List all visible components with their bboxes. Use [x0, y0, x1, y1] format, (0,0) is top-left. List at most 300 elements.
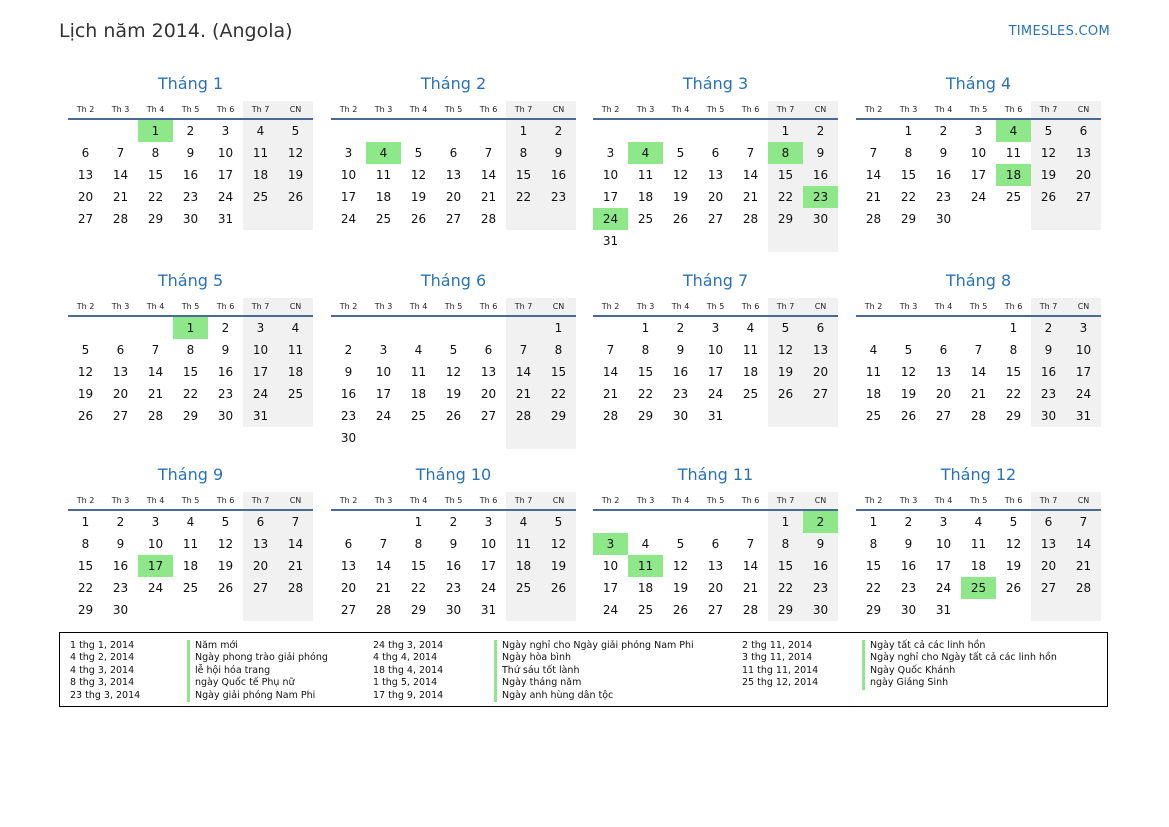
day-cell[interactable]: 18	[865, 387, 882, 401]
day-cell[interactable]: 23	[217, 387, 234, 401]
day-cell[interactable]: 14	[278, 533, 313, 555]
day-cell[interactable]: 16	[112, 559, 129, 573]
day-cell[interactable]: 2	[939, 124, 948, 138]
day-cell[interactable]: 9	[803, 533, 838, 555]
day-cell[interactable]: 29	[768, 599, 803, 621]
day-cell[interactable]: 29	[147, 212, 164, 226]
day-cell[interactable]: 15	[182, 365, 199, 379]
day-cell[interactable]: 10	[935, 537, 952, 551]
day-cell[interactable]: 21	[865, 190, 882, 204]
day-cell[interactable]: 10	[480, 537, 497, 551]
day-cell[interactable]: 10	[970, 146, 987, 160]
day-cell[interactable]: 24	[602, 603, 619, 617]
day-cell[interactable]: 22	[147, 190, 164, 204]
day-cell[interactable]: 28	[742, 603, 759, 617]
day-cell[interactable]: 3	[379, 343, 388, 357]
day-cell[interactable]: 26	[672, 212, 689, 226]
day-cell[interactable]: 21	[112, 190, 129, 204]
day-cell[interactable]: 29	[768, 208, 803, 230]
day-cell[interactable]: 19	[1005, 559, 1022, 573]
day-cell[interactable]: 7	[116, 146, 125, 160]
day-cell[interactable]: 15	[410, 559, 427, 573]
day-cell[interactable]: 15	[865, 559, 882, 573]
day-cell[interactable]: 20	[1066, 164, 1101, 186]
day-cell[interactable]: 4	[974, 515, 983, 529]
day-cell[interactable]: 25	[243, 186, 278, 208]
day-cell[interactable]: 30	[217, 409, 234, 423]
day-cell[interactable]: 10	[375, 365, 392, 379]
day-cell[interactable]: 6	[711, 146, 720, 160]
day-cell[interactable]: 22	[637, 387, 654, 401]
day-cell[interactable]: 11	[182, 537, 199, 551]
day-cell[interactable]: 10	[147, 537, 164, 551]
day-cell[interactable]: 23	[541, 186, 576, 208]
day-cell[interactable]: 31	[707, 409, 724, 423]
day-cell[interactable]: 4	[506, 511, 541, 533]
day-cell[interactable]: 19	[1031, 164, 1066, 186]
day-cell[interactable]: 14	[480, 168, 497, 182]
day-cell[interactable]: 20	[445, 190, 462, 204]
day-cell[interactable]: 24	[375, 409, 392, 423]
day-cell[interactable]: 18	[742, 365, 759, 379]
day-cell[interactable]: 9	[221, 343, 230, 357]
day-cell[interactable]: 21	[1066, 555, 1101, 577]
day-cell[interactable]: 8	[641, 343, 650, 357]
day-cell[interactable]: 1	[173, 317, 208, 339]
day-cell[interactable]: 14	[112, 168, 129, 182]
day-cell[interactable]: 8	[506, 142, 541, 164]
day-cell[interactable]: 11	[970, 537, 987, 551]
day-cell[interactable]: 7	[746, 146, 755, 160]
day-cell[interactable]: 4	[869, 343, 878, 357]
day-cell[interactable]: 11	[637, 168, 654, 182]
day-cell[interactable]: 24	[935, 581, 952, 595]
day-cell[interactable]: 19	[278, 164, 313, 186]
day-cell[interactable]: 15	[768, 164, 803, 186]
day-cell[interactable]: 5	[1031, 120, 1066, 142]
day-cell[interactable]: 19	[768, 361, 803, 383]
day-cell[interactable]: 3	[606, 146, 615, 160]
day-cell[interactable]: 19	[217, 559, 234, 573]
day-cell[interactable]: 1	[904, 124, 913, 138]
day-cell[interactable]: 31	[217, 212, 234, 226]
day-cell[interactable]: 6	[939, 343, 948, 357]
day-cell[interactable]: 28	[506, 405, 541, 427]
day-cell[interactable]: 21	[480, 190, 497, 204]
day-cell[interactable]: 28	[1066, 577, 1101, 599]
day-cell[interactable]: 5	[904, 343, 913, 357]
day-cell[interactable]: 30	[672, 409, 689, 423]
day-cell[interactable]: 7	[151, 343, 160, 357]
day-cell[interactable]: 16	[182, 168, 199, 182]
day-cell[interactable]: 28	[742, 212, 759, 226]
day-cell[interactable]: 27	[707, 603, 724, 617]
day-cell[interactable]: 25	[506, 577, 541, 599]
day-cell[interactable]: 13	[112, 365, 129, 379]
day-cell[interactable]: 29	[637, 409, 654, 423]
day-cell[interactable]: 3	[484, 515, 493, 529]
day-cell[interactable]: 1	[138, 120, 173, 142]
day-cell[interactable]: 13	[803, 339, 838, 361]
day-cell[interactable]: 15	[147, 168, 164, 182]
day-cell[interactable]: 9	[449, 537, 458, 551]
day-cell[interactable]: 22	[77, 581, 94, 595]
day-cell[interactable]: 7	[606, 343, 615, 357]
day-cell[interactable]: 23	[182, 190, 199, 204]
day-cell[interactable]: 18	[278, 361, 313, 383]
day-cell[interactable]: 17	[935, 559, 952, 573]
day-cell[interactable]: 26	[672, 603, 689, 617]
day-cell[interactable]: 27	[1066, 186, 1101, 208]
day-cell[interactable]: 1	[541, 317, 576, 339]
day-cell[interactable]: 3	[939, 515, 948, 529]
day-cell[interactable]: 2	[116, 515, 125, 529]
day-cell[interactable]: 24	[593, 208, 628, 230]
day-cell[interactable]: 23	[803, 186, 838, 208]
day-cell[interactable]: 3	[151, 515, 160, 529]
day-cell[interactable]: 25	[1005, 190, 1022, 204]
day-cell[interactable]: 5	[414, 146, 423, 160]
day-cell[interactable]: 13	[77, 168, 94, 182]
day-cell[interactable]: 17	[1066, 361, 1101, 383]
day-cell[interactable]: 12	[541, 533, 576, 555]
day-cell[interactable]: 2	[541, 120, 576, 142]
day-cell[interactable]: 1	[768, 511, 803, 533]
day-cell[interactable]: 8	[869, 537, 878, 551]
day-cell[interactable]: 10	[217, 146, 234, 160]
day-cell[interactable]: 1	[1009, 321, 1018, 335]
day-cell[interactable]: 15	[1005, 365, 1022, 379]
day-cell[interactable]: 8	[186, 343, 195, 357]
day-cell[interactable]: 5	[221, 515, 230, 529]
day-cell[interactable]: 5	[768, 317, 803, 339]
day-cell[interactable]: 23	[672, 387, 689, 401]
day-cell[interactable]: 12	[672, 168, 689, 182]
day-cell[interactable]: 30	[112, 603, 129, 617]
day-cell[interactable]: 18	[637, 190, 654, 204]
day-cell[interactable]: 18	[243, 164, 278, 186]
day-cell[interactable]: 8	[541, 339, 576, 361]
day-cell[interactable]: 25	[278, 383, 313, 405]
day-cell[interactable]: 9	[541, 142, 576, 164]
day-cell[interactable]: 24	[1066, 383, 1101, 405]
day-cell[interactable]: 19	[541, 555, 576, 577]
day-cell[interactable]: 5	[676, 537, 685, 551]
day-cell[interactable]: 15	[77, 559, 94, 573]
day-cell[interactable]: 6	[344, 537, 353, 551]
day-cell[interactable]: 27	[340, 603, 357, 617]
day-cell[interactable]: 11	[742, 343, 759, 357]
day-cell[interactable]: 27	[112, 409, 129, 423]
day-cell[interactable]: 14	[147, 365, 164, 379]
day-cell[interactable]: 28	[865, 212, 882, 226]
day-cell[interactable]: 14	[742, 559, 759, 573]
day-cell[interactable]: 25	[961, 577, 996, 599]
day-cell[interactable]: 30	[445, 603, 462, 617]
day-cell[interactable]: 23	[803, 577, 838, 599]
day-cell[interactable]: 6	[116, 343, 125, 357]
day-cell[interactable]: 14	[742, 168, 759, 182]
day-cell[interactable]: 19	[672, 190, 689, 204]
day-cell[interactable]: 23	[900, 581, 917, 595]
day-cell[interactable]: 21	[147, 387, 164, 401]
day-cell[interactable]: 7	[484, 146, 493, 160]
day-cell[interactable]: 26	[768, 383, 803, 405]
day-cell[interactable]: 16	[217, 365, 234, 379]
day-cell[interactable]: 1	[869, 515, 878, 529]
day-cell[interactable]: 5	[676, 146, 685, 160]
day-cell[interactable]: 2	[221, 321, 230, 335]
day-cell[interactable]: 3	[974, 124, 983, 138]
day-cell[interactable]: 15	[506, 164, 541, 186]
day-cell[interactable]: 6	[484, 343, 493, 357]
day-cell[interactable]: 9	[116, 537, 125, 551]
day-cell[interactable]: 3	[593, 533, 628, 555]
day-cell[interactable]: 14	[1066, 533, 1101, 555]
day-cell[interactable]: 14	[506, 361, 541, 383]
day-cell[interactable]: 18	[996, 164, 1031, 186]
day-cell[interactable]: 13	[480, 365, 497, 379]
day-cell[interactable]: 3	[243, 317, 278, 339]
day-cell[interactable]: 6	[81, 146, 90, 160]
day-cell[interactable]: 17	[707, 365, 724, 379]
day-cell[interactable]: 11	[506, 533, 541, 555]
day-cell[interactable]: 28	[480, 212, 497, 226]
day-cell[interactable]: 12	[77, 365, 94, 379]
day-cell[interactable]: 7	[746, 537, 755, 551]
day-cell[interactable]: 5	[1009, 515, 1018, 529]
day-cell[interactable]: 18	[637, 581, 654, 595]
day-cell[interactable]: 9	[676, 343, 685, 357]
day-cell[interactable]: 27	[707, 212, 724, 226]
day-cell[interactable]: 3	[711, 321, 720, 335]
day-cell[interactable]: 6	[449, 146, 458, 160]
day-cell[interactable]: 6	[1066, 120, 1101, 142]
day-cell[interactable]: 20	[707, 190, 724, 204]
day-cell[interactable]: 29	[900, 212, 917, 226]
day-cell[interactable]: 15	[637, 365, 654, 379]
day-cell[interactable]: 2	[449, 515, 458, 529]
day-cell[interactable]: 3	[1066, 317, 1101, 339]
day-cell[interactable]: 28	[375, 603, 392, 617]
day-cell[interactable]: 8	[768, 142, 803, 164]
day-cell[interactable]: 2	[803, 511, 838, 533]
day-cell[interactable]: 26	[410, 212, 427, 226]
day-cell[interactable]: 16	[1031, 361, 1066, 383]
day-cell[interactable]: 8	[414, 537, 423, 551]
day-cell[interactable]: 24	[243, 383, 278, 405]
day-cell[interactable]: 22	[506, 186, 541, 208]
day-cell[interactable]: 22	[410, 581, 427, 595]
day-cell[interactable]: 2	[676, 321, 685, 335]
day-cell[interactable]: 2	[344, 343, 353, 357]
day-cell[interactable]: 20	[112, 387, 129, 401]
day-cell[interactable]: 16	[803, 164, 838, 186]
day-cell[interactable]: 11	[243, 142, 278, 164]
day-cell[interactable]: 12	[1031, 142, 1066, 164]
day-cell[interactable]: 20	[1031, 555, 1066, 577]
day-cell[interactable]: 7	[1066, 511, 1101, 533]
day-cell[interactable]: 4	[996, 120, 1031, 142]
day-cell[interactable]: 27	[77, 212, 94, 226]
day-cell[interactable]: 25	[637, 212, 654, 226]
day-cell[interactable]: 3	[344, 146, 353, 160]
day-cell[interactable]: 29	[182, 409, 199, 423]
day-cell[interactable]: 17	[243, 361, 278, 383]
day-cell[interactable]: 30	[1031, 405, 1066, 427]
day-cell[interactable]: 22	[541, 383, 576, 405]
day-cell[interactable]: 7	[278, 511, 313, 533]
day-cell[interactable]: 20	[803, 361, 838, 383]
day-cell[interactable]: 2	[803, 120, 838, 142]
day-cell[interactable]: 20	[77, 190, 94, 204]
day-cell[interactable]: 22	[768, 577, 803, 599]
day-cell[interactable]: 17	[480, 559, 497, 573]
day-cell[interactable]: 30	[803, 208, 838, 230]
day-cell[interactable]: 24	[217, 190, 234, 204]
day-cell[interactable]: 20	[480, 387, 497, 401]
day-cell[interactable]: 20	[340, 581, 357, 595]
day-cell[interactable]: 13	[445, 168, 462, 182]
day-cell[interactable]: 21	[602, 387, 619, 401]
day-cell[interactable]: 21	[375, 581, 392, 595]
day-cell[interactable]: 24	[970, 190, 987, 204]
day-cell[interactable]: 30	[935, 212, 952, 226]
day-cell[interactable]: 18	[970, 559, 987, 573]
day-cell[interactable]: 29	[865, 603, 882, 617]
day-cell[interactable]: 18	[182, 559, 199, 573]
day-cell[interactable]: 26	[77, 409, 94, 423]
day-cell[interactable]: 5	[541, 511, 576, 533]
day-cell[interactable]: 4	[278, 317, 313, 339]
day-cell[interactable]: 23	[1031, 383, 1066, 405]
day-cell[interactable]: 14	[970, 365, 987, 379]
day-cell[interactable]: 3	[221, 124, 230, 138]
day-cell[interactable]: 25	[742, 387, 759, 401]
day-cell[interactable]: 14	[375, 559, 392, 573]
day-cell[interactable]: 10	[602, 559, 619, 573]
day-cell[interactable]: 30	[340, 431, 357, 445]
day-cell[interactable]: 16	[803, 555, 838, 577]
day-cell[interactable]: 26	[1005, 581, 1022, 595]
day-cell[interactable]: 12	[217, 537, 234, 551]
day-cell[interactable]: 9	[803, 142, 838, 164]
day-cell[interactable]: 1	[81, 515, 90, 529]
day-cell[interactable]: 20	[707, 581, 724, 595]
day-cell[interactable]: 12	[768, 339, 803, 361]
day-cell[interactable]: 11	[865, 365, 882, 379]
day-cell[interactable]: 29	[1005, 409, 1022, 423]
day-cell[interactable]: 22	[768, 186, 803, 208]
day-cell[interactable]: 27	[480, 409, 497, 423]
day-cell[interactable]: 11	[1005, 146, 1022, 160]
day-cell[interactable]: 21	[742, 581, 759, 595]
day-cell[interactable]: 1	[414, 515, 423, 529]
day-cell[interactable]: 16	[445, 559, 462, 573]
day-cell[interactable]: 9	[186, 146, 195, 160]
day-cell[interactable]: 19	[445, 387, 462, 401]
day-cell[interactable]: 25	[182, 581, 199, 595]
day-cell[interactable]: 8	[151, 146, 160, 160]
day-cell[interactable]: 4	[628, 142, 663, 164]
day-cell[interactable]: 7	[869, 146, 878, 160]
day-cell[interactable]: 29	[541, 405, 576, 427]
day-cell[interactable]: 1	[506, 120, 541, 142]
day-cell[interactable]: 13	[707, 168, 724, 182]
day-cell[interactable]: 10	[707, 343, 724, 357]
day-cell[interactable]: 18	[506, 555, 541, 577]
day-cell[interactable]: 17	[602, 190, 619, 204]
day-cell[interactable]: 13	[707, 559, 724, 573]
day-cell[interactable]: 21	[278, 555, 313, 577]
day-cell[interactable]: 27	[935, 409, 952, 423]
day-cell[interactable]: 4	[186, 515, 195, 529]
day-cell[interactable]: 31	[1066, 405, 1101, 427]
day-cell[interactable]: 14	[865, 168, 882, 182]
day-cell[interactable]: 7	[974, 343, 983, 357]
day-cell[interactable]: 30	[803, 599, 838, 621]
day-cell[interactable]: 28	[278, 577, 313, 599]
day-cell[interactable]: 12	[1005, 537, 1022, 551]
day-cell[interactable]: 25	[865, 409, 882, 423]
day-cell[interactable]: 7	[379, 537, 388, 551]
day-cell[interactable]: 7	[506, 339, 541, 361]
day-cell[interactable]: 13	[935, 365, 952, 379]
day-cell[interactable]: 18	[375, 190, 392, 204]
day-cell[interactable]: 6	[711, 537, 720, 551]
day-cell[interactable]: 6	[243, 511, 278, 533]
day-cell[interactable]: 22	[865, 581, 882, 595]
day-cell[interactable]: 19	[410, 190, 427, 204]
day-cell[interactable]: 25	[375, 212, 392, 226]
day-cell[interactable]: 28	[602, 409, 619, 423]
day-cell[interactable]: 29	[410, 603, 427, 617]
day-cell[interactable]: 16	[541, 164, 576, 186]
site-link[interactable]: TIMESLES.COM	[1008, 24, 1110, 39]
day-cell[interactable]: 10	[243, 339, 278, 361]
day-cell[interactable]: 11	[278, 339, 313, 361]
day-cell[interactable]: 28	[970, 409, 987, 423]
day-cell[interactable]: 16	[935, 168, 952, 182]
day-cell[interactable]: 16	[340, 387, 357, 401]
day-cell[interactable]: 26	[445, 409, 462, 423]
day-cell[interactable]: 14	[602, 365, 619, 379]
day-cell[interactable]: 13	[243, 533, 278, 555]
day-cell[interactable]: 18	[410, 387, 427, 401]
day-cell[interactable]: 22	[182, 387, 199, 401]
day-cell[interactable]: 26	[217, 581, 234, 595]
day-cell[interactable]: 31	[243, 405, 278, 427]
day-cell[interactable]: 25	[410, 409, 427, 423]
day-cell[interactable]: 2	[1031, 317, 1066, 339]
day-cell[interactable]: 24	[480, 581, 497, 595]
day-cell[interactable]: 13	[1066, 142, 1101, 164]
day-cell[interactable]: 12	[278, 142, 313, 164]
day-cell[interactable]: 19	[672, 581, 689, 595]
day-cell[interactable]: 20	[935, 387, 952, 401]
day-cell[interactable]: 26	[900, 409, 917, 423]
day-cell[interactable]: 15	[768, 555, 803, 577]
day-cell[interactable]: 10	[602, 168, 619, 182]
day-cell[interactable]: 21	[506, 383, 541, 405]
day-cell[interactable]: 12	[445, 365, 462, 379]
day-cell[interactable]: 27	[243, 577, 278, 599]
day-cell[interactable]: 26	[1031, 186, 1066, 208]
day-cell[interactable]: 5	[449, 343, 458, 357]
day-cell[interactable]: 16	[900, 559, 917, 573]
day-cell[interactable]: 10	[1066, 339, 1101, 361]
day-cell[interactable]: 30	[900, 603, 917, 617]
